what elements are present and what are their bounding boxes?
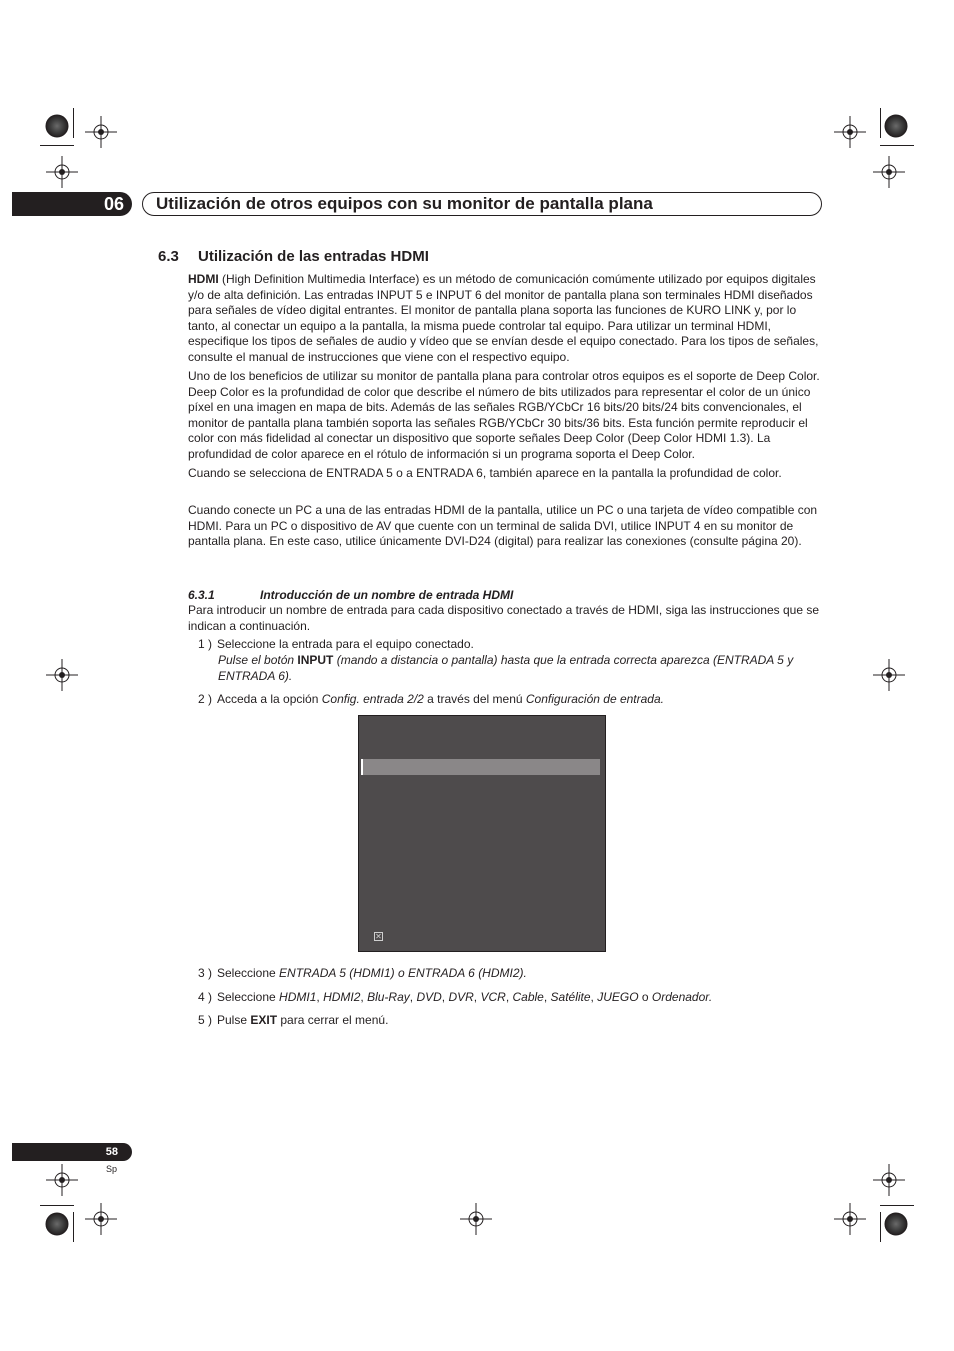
section-number: 6.3 (158, 248, 179, 265)
chapter-title: Utilización de otros equipos con su monitor de pantalla plana (156, 194, 653, 213)
paragraph-hdmi-intro-text: (High Definition Multimedia Interface) es un método de comunicación comúmente utilizado por equipos digitales y/o de alta definición. Las entradas INPUT 5 e INPUT 6 del monitor de pantalla plana son terminales HDMI diseñados para señales de vídeo digital entrantes. El monitor de pantalla plana soporta las funciones de KURO LINK y, por lo tanto, al conectar un equipo a la pantalla, la misma puede controlar tal equipo. Para utilizar un terminal HDMI, especifique los tipos de señales de audio y vídeo que se envían desde el equipo conectado. Para los tipos de señales, consulte el manual de instrucciones que viene con el respectivo equipo. (188, 272, 819, 364)
registration-mark (85, 1203, 117, 1235)
paragraph-pc-connection: Cuando conecte un PC a una de las entradas HDMI de la pantalla, utilice un PC o una tarjeta de vídeo compatible con HDMI. Para un PC o dispositivo de AV que cuente con un terminal de salida DVI, utilice INPUT 4 en su monitor de pantalla plana. En este caso, utilice únicamente DVI-D24 (digital) para realizar las conexiones (consulte página 20). (188, 503, 818, 549)
step-4-text: Seleccione (217, 990, 280, 1004)
chapter-number: 06 (103, 194, 124, 214)
exit-icon: ✕ (375, 932, 382, 941)
step-2-option: Config. entrada 2/2 (321, 692, 424, 706)
sep: , (505, 990, 513, 1004)
registration-mark (834, 1203, 866, 1235)
step-2-text-b: a través del menú (423, 692, 526, 706)
step-3-text: Seleccione (217, 966, 280, 980)
hdmi-term: HDMI (188, 272, 219, 286)
sep: , (316, 990, 324, 1004)
step-3-index: 3 ) (198, 966, 213, 980)
subsection-number: 6.3.1 (188, 588, 215, 602)
registration-mark (85, 116, 117, 148)
registration-mark (873, 156, 905, 188)
step-1-text: Seleccione la entrada para el equipo conectado. (217, 637, 474, 651)
registration-mark (46, 659, 78, 691)
input-button-label: INPUT (297, 653, 334, 667)
sep: , (360, 990, 368, 1004)
option-hdmi2: HDMI2 (323, 990, 361, 1004)
step-5-text-b: para cerrar el menú. (277, 1013, 389, 1027)
step-5-text-a: Pulse (217, 1013, 251, 1027)
registration-mark (46, 1164, 78, 1196)
paragraph-color-depth: Cuando se selecciona de ENTRADA 5 o a ENTRADA 6, también aparece en la pantalla la profundidad de color. (188, 466, 782, 480)
registration-mark (873, 1164, 905, 1196)
registration-mark (834, 116, 866, 148)
color-target-disc (46, 115, 68, 137)
color-target-disc (885, 1213, 907, 1235)
option-computer: Ordenador. (651, 990, 713, 1004)
exit-button-label: EXIT (250, 1013, 278, 1027)
step-1-index: 1 ) (198, 637, 213, 651)
section-title: Utilización de las entradas HDMI (198, 248, 429, 265)
sep: , (590, 990, 598, 1004)
option-cable: Cable (512, 990, 544, 1004)
option-game: JUEGO (597, 990, 639, 1004)
step-1-detail-a: Pulse el botón (218, 653, 298, 667)
subsection-title: Introducción de un nombre de entrada HDMI (260, 588, 514, 602)
step-3-options: ENTRADA 5 (HDMI1) o ENTRADA 6 (HDMI2). (279, 966, 527, 980)
step-5-index: 5 ) (198, 1013, 213, 1027)
step-1-detail-b: (mando a distancia o pantalla) hasta que la entrada correcta aparezca (ENTRADA 5 y ENTRADA 6). (218, 653, 794, 683)
subsection-intro: Para introducir un nombre de entrada para cada dispositivo conectado a través de HDMI, siga las instrucciones que se indican a continuación. (188, 603, 820, 633)
option-bluray: Blu-Ray (367, 990, 410, 1004)
page-number: 58 (105, 1146, 118, 1158)
option-satellite: Satélite (550, 990, 591, 1004)
registration-mark (460, 1203, 492, 1235)
step-2-index: 2 ) (198, 692, 213, 706)
sep: , (409, 990, 417, 1004)
sep: , (473, 990, 481, 1004)
registration-mark (46, 156, 78, 188)
color-target-disc (46, 1213, 68, 1235)
color-target-disc (885, 115, 907, 137)
step-2-menu: Configuración de entrada. (525, 692, 664, 706)
option-vcr: VCR (480, 990, 506, 1004)
page-language: Sp (106, 1164, 118, 1174)
step-4-index: 4 ) (198, 990, 213, 1004)
option-dvd: DVD (416, 990, 442, 1004)
sep-or: o (638, 990, 652, 1004)
step-2-text-a: Acceda a la opción (217, 692, 322, 706)
sep: , (543, 990, 551, 1004)
sep: , (441, 990, 449, 1004)
registration-mark (873, 659, 905, 691)
option-hdmi1: HDMI1 (279, 990, 317, 1004)
option-dvr: DVR (448, 990, 474, 1004)
paragraph-deep-color: Uno de los beneficios de utilizar su monitor de pantalla plana para controlar otros equipos es el soporte de Deep Color. Deep Color es la profundidad de color que describe el número de bits utilizados para representar el color de un único píxel en una imagen en mapa de bits. Además de las señales RGB/YCbCr 16 bits/20 bits/24 bits convencionales, el monitor de pantalla plana también soporta las señales RGB/YCbCr 30 bits/36 bits. Esta función permite reproducir el color con más fidelidad al conectar un dispositivo que soporte señales Deep Color (Deep Color HDMI 1.3). La profundidad de color aparece en el rótulo de información si un programa soporta el Deep Color. (188, 369, 820, 461)
